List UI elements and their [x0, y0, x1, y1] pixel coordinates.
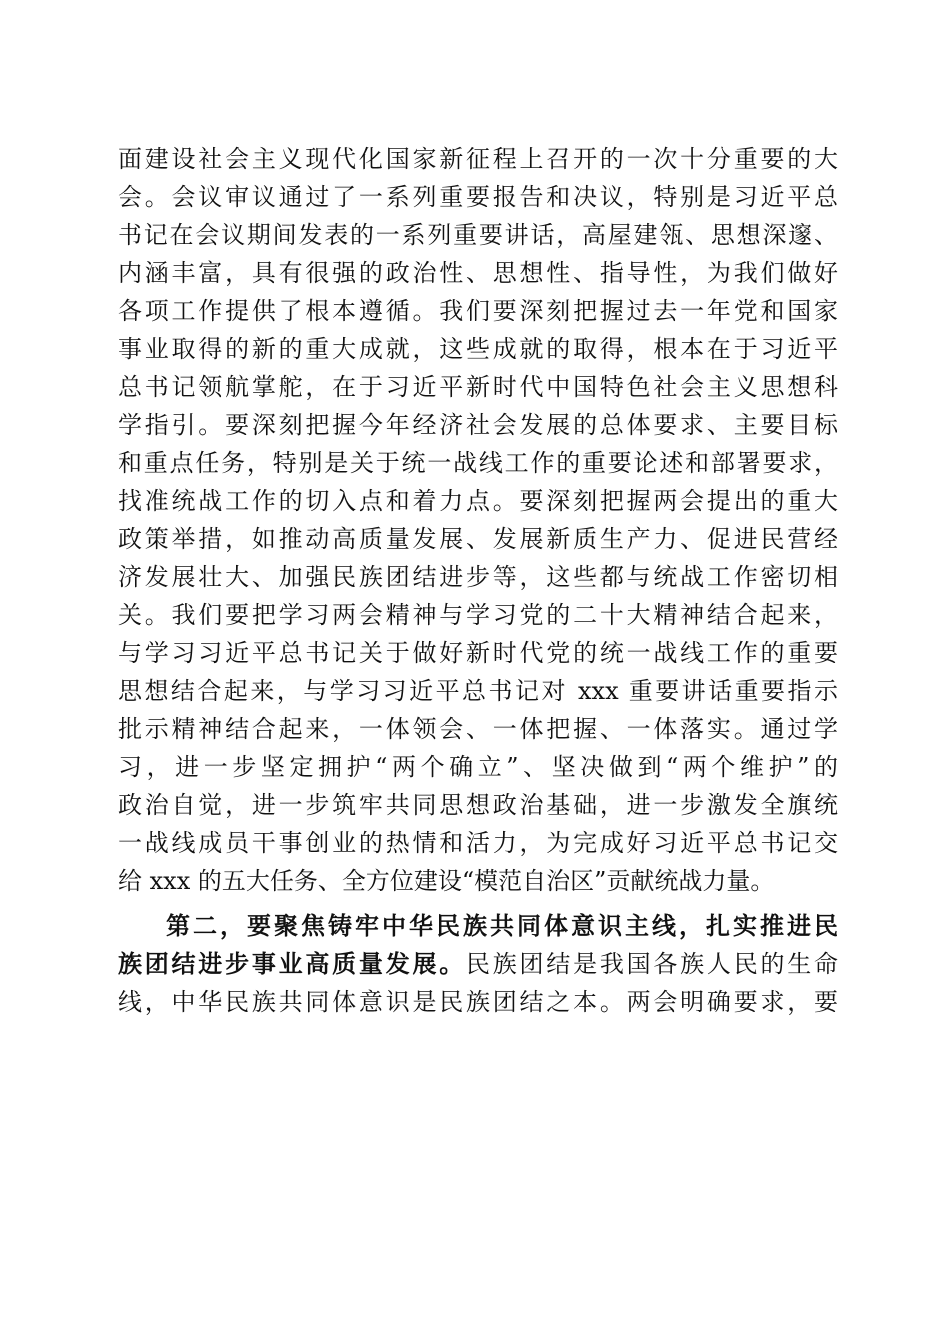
- body-text-line: 济发展壮大、加强民族团结进步等，这些都与统战工作密切相: [118, 563, 838, 591]
- body-text-line: 政策举措，如推动高质量发展、发展新质生产力、促进民营经: [118, 525, 838, 553]
- body-text-line: 总书记领航掌舵，在于习近平新时代中国特色社会主义思想科: [118, 373, 838, 401]
- body-text-line: 给 xxx 的五大任务、全方位建设“模范自治区”贡献统战力量。: [118, 867, 775, 895]
- body-text-line: 一战线成员干事创业的热情和活力，为完成好习近平总书记交: [118, 829, 838, 857]
- body-text-line: 和重点任务，特别是关于统一战线工作的重要论述和部署要求，: [118, 449, 838, 477]
- body-text-line: 政治自觉，进一步筑牢共同思想政治基础，进一步激发全旗统: [118, 791, 838, 819]
- body-text-segment: 民族团结是我国各族人民的生命: [466, 950, 838, 978]
- body-text-line: 找准统战工作的切入点和着力点。要深刻把握两会提出的重大: [118, 487, 838, 515]
- body-text-line: 与学习习近平总书记关于做好新时代党的统一战线工作的重要: [118, 639, 838, 667]
- section-heading-continuation: 族团结进步事业高质量发展。: [118, 949, 466, 978]
- body-text-line: 习，进一步坚定拥护“两个确立”、坚决做到“两个维护”的: [118, 753, 838, 781]
- body-text-line: 关。我们要把学习两会精神与学习党的二十大精神结合起来，: [118, 601, 838, 629]
- body-text-line: 事业取得的新的重大成就，这些成就的取得，根本在于习近平: [118, 335, 838, 363]
- body-text-line: 批示精神结合起来，一体领会、一体把握、一体落实。通过学: [118, 715, 838, 743]
- body-text-line: 线，中华民族共同体意识是民族团结之本。两会明确要求，要: [118, 988, 838, 1016]
- body-text-line: 书记在会议期间发表的一系列重要讲话，高屋建瓴、思想深邃、: [118, 221, 838, 249]
- body-text-line: 学指引。要深刻把握今年经济社会发展的总体要求、主要目标: [118, 411, 838, 439]
- body-text-line: 面建设社会主义现代化国家新征程上召开的一次十分重要的大: [118, 145, 838, 173]
- body-text-line: 各项工作提供了根本遵循。我们要深刻把握过去一年党和国家: [118, 297, 838, 325]
- body-text-line: 内涵丰富，具有很强的政治性、思想性、指导性，为我们做好: [118, 259, 838, 287]
- body-text-line-mixed: [118, 945, 838, 983]
- section-heading-line: 第二，要聚焦铸牢中华民族共同体意识主线，扎实推进民: [166, 911, 838, 940]
- body-text-line: 会。会议审议通过了一系列重要报告和决议，特别是习近平总: [118, 183, 838, 211]
- body-text-line: 思想结合起来，与学习习近平总书记对 xxx 重要讲话重要指示: [118, 677, 838, 705]
